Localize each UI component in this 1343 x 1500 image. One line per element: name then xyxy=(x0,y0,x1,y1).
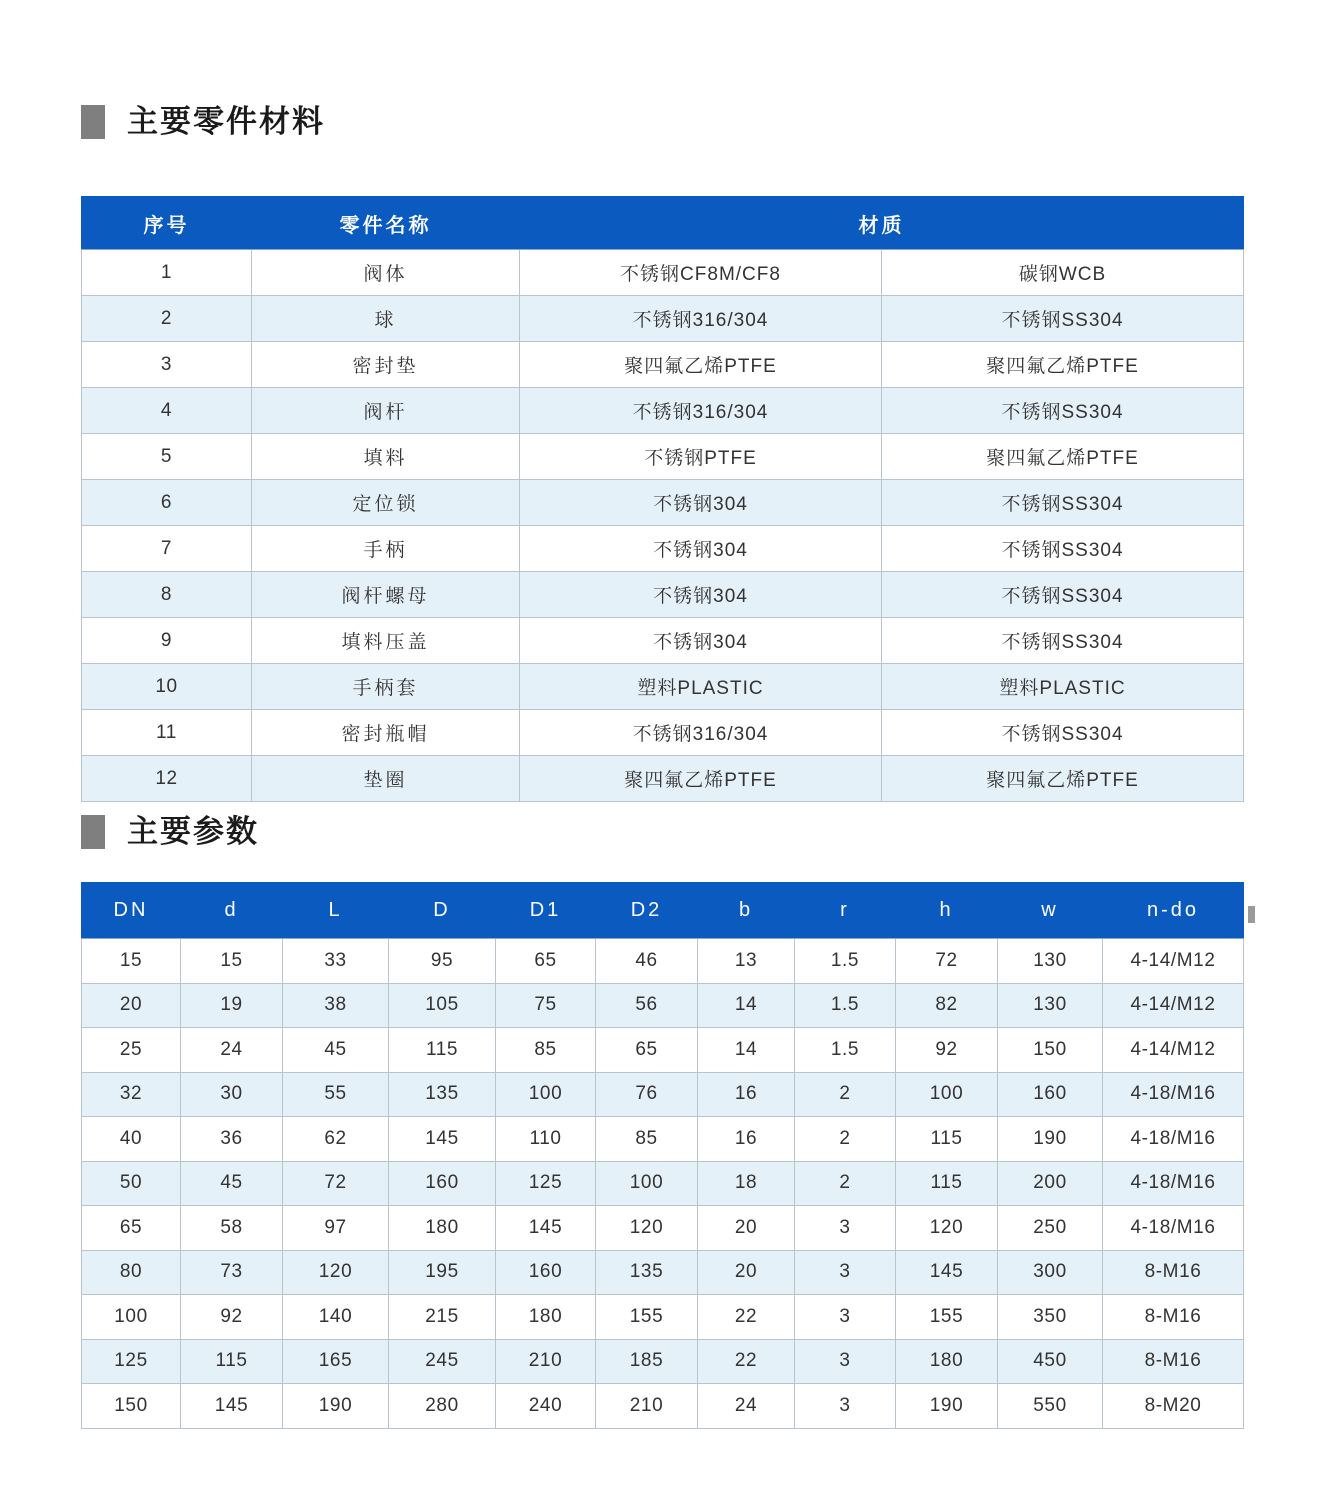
parameters-cell: 16 xyxy=(698,1072,795,1117)
parameters-cell: 62 xyxy=(283,1117,389,1162)
parameters-cell: 145 xyxy=(896,1250,998,1295)
parameters-cell: 2 xyxy=(795,1161,896,1206)
parameters-cell: 3 xyxy=(795,1250,896,1295)
parameters-cell: 120 xyxy=(283,1250,389,1295)
cell-mat: 不锈钢304 xyxy=(520,618,882,664)
parameters-cell: 4-14/M12 xyxy=(1103,1028,1244,1073)
parameters-cell: 185 xyxy=(596,1339,698,1384)
parameters-cell: 120 xyxy=(596,1206,698,1251)
parameters-cell: 32 xyxy=(82,1072,181,1117)
parameters-cell: 115 xyxy=(389,1028,496,1073)
table-row xyxy=(82,756,1244,802)
cell-mat: 聚四氟乙烯PTFE xyxy=(882,342,1244,388)
parameters-cell: 20 xyxy=(698,1250,795,1295)
parameters-cell: 13 xyxy=(698,939,795,984)
parameters-cell: 46 xyxy=(596,939,698,984)
parameters-cell: 1.5 xyxy=(795,1028,896,1073)
table-row xyxy=(82,526,1244,572)
table-row xyxy=(82,388,1244,434)
parameters-header-cell: w xyxy=(998,883,1103,939)
parameters-cell: 140 xyxy=(283,1295,389,1340)
heading-marker-icon xyxy=(81,105,105,139)
cell-no: 1 xyxy=(82,250,252,296)
cell-no: 2 xyxy=(82,296,252,342)
parameters-cell: 45 xyxy=(283,1028,389,1073)
cell-mat: 聚四氟乙烯PTFE xyxy=(882,434,1244,480)
parameters-cell: 8-M20 xyxy=(1103,1384,1244,1429)
parameters-cell: 4-14/M12 xyxy=(1103,939,1244,984)
parameters-cell: 20 xyxy=(82,983,181,1028)
table-row xyxy=(82,1117,1244,1162)
parameters-cell: 4-14/M12 xyxy=(1103,983,1244,1028)
parameters-cell: 130 xyxy=(998,939,1103,984)
parameters-header-cell: L xyxy=(283,883,389,939)
table-row xyxy=(82,939,1244,984)
table-row xyxy=(82,1206,1244,1251)
parameters-cell: 2 xyxy=(795,1117,896,1162)
parameters-cell: 1.5 xyxy=(795,983,896,1028)
parameters-cell: 105 xyxy=(389,983,496,1028)
parameters-cell: 72 xyxy=(283,1161,389,1206)
parameters-cell: 3 xyxy=(795,1295,896,1340)
table-row xyxy=(82,1384,1244,1429)
parameters-cell: 145 xyxy=(389,1117,496,1162)
cell-mat: 不锈钢304 xyxy=(520,572,882,618)
cell-name: 垫圈 xyxy=(252,756,520,802)
cell-mat: 不锈钢316/304 xyxy=(520,710,882,756)
parameters-cell: 65 xyxy=(596,1028,698,1073)
cell-mat: 不锈钢PTFE xyxy=(520,434,882,480)
cell-mat: 不锈钢304 xyxy=(520,526,882,572)
parameters-header-row xyxy=(82,883,1244,939)
parameters-cell: 85 xyxy=(496,1028,596,1073)
cell-name: 密封瓶帽 xyxy=(252,710,520,756)
parameters-cell: 45 xyxy=(181,1161,283,1206)
cell-mat: 不锈钢316/304 xyxy=(520,296,882,342)
cell-name: 阀杆螺母 xyxy=(252,572,520,618)
table-row xyxy=(82,296,1244,342)
parameters-header-cell: r xyxy=(795,883,896,939)
table-row xyxy=(82,983,1244,1028)
materials-section-title: 主要零件材料 xyxy=(127,103,325,140)
parameters-section-title: 主要参数 xyxy=(127,813,259,850)
parameters-cell: 95 xyxy=(389,939,496,984)
parameters-cell: 280 xyxy=(389,1384,496,1429)
materials-section-heading xyxy=(0,105,325,139)
parameters-cell: 195 xyxy=(389,1250,496,1295)
parameters-cell: 180 xyxy=(896,1339,998,1384)
parameters-cell: 85 xyxy=(596,1117,698,1162)
table-row xyxy=(82,572,1244,618)
cell-mat: 塑料PLASTIC xyxy=(882,664,1244,710)
parameters-cell: 30 xyxy=(181,1072,283,1117)
parameters-cell: 72 xyxy=(896,939,998,984)
parameters-cell: 160 xyxy=(496,1250,596,1295)
parameters-cell: 100 xyxy=(896,1072,998,1117)
cell-no: 4 xyxy=(82,388,252,434)
parameters-cell: 350 xyxy=(998,1295,1103,1340)
materials-table-body xyxy=(82,250,1244,802)
cell-name: 阀杆 xyxy=(252,388,520,434)
parameters-table xyxy=(81,882,1244,1429)
cell-name: 手柄套 xyxy=(252,664,520,710)
parameters-cell: 4-18/M16 xyxy=(1103,1206,1244,1251)
parameters-header-cell: D2 xyxy=(596,883,698,939)
parameters-cell: 33 xyxy=(283,939,389,984)
parameters-cell: 250 xyxy=(998,1206,1103,1251)
parameters-cell: 8-M16 xyxy=(1103,1295,1244,1340)
parameters-header-cell: n-do xyxy=(1103,883,1244,939)
parameters-cell: 24 xyxy=(181,1028,283,1073)
parameters-cell: 1.5 xyxy=(795,939,896,984)
cell-no: 11 xyxy=(82,710,252,756)
page-edge-mark xyxy=(1248,906,1255,923)
parameters-cell: 115 xyxy=(896,1161,998,1206)
parameters-cell: 4-18/M16 xyxy=(1103,1117,1244,1162)
cell-mat: 塑料PLASTIC xyxy=(520,664,882,710)
parameters-cell: 16 xyxy=(698,1117,795,1162)
table-row xyxy=(82,250,1244,296)
header-material: 材质 xyxy=(520,197,1244,250)
parameters-cell: 125 xyxy=(82,1339,181,1384)
parameters-cell: 150 xyxy=(82,1384,181,1429)
cell-name: 定位锁 xyxy=(252,480,520,526)
parameters-cell: 160 xyxy=(998,1072,1103,1117)
table-row xyxy=(82,1295,1244,1340)
parameters-cell: 56 xyxy=(596,983,698,1028)
table-row xyxy=(82,480,1244,526)
parameters-cell: 135 xyxy=(596,1250,698,1295)
cell-name: 手柄 xyxy=(252,526,520,572)
parameters-cell: 145 xyxy=(181,1384,283,1429)
parameters-header-cell: D1 xyxy=(496,883,596,939)
parameters-cell: 135 xyxy=(389,1072,496,1117)
parameters-cell: 19 xyxy=(181,983,283,1028)
parameters-cell: 82 xyxy=(896,983,998,1028)
parameters-cell: 115 xyxy=(181,1339,283,1384)
parameters-cell: 38 xyxy=(283,983,389,1028)
parameters-cell: 165 xyxy=(283,1339,389,1384)
cell-no: 9 xyxy=(82,618,252,664)
parameters-cell: 450 xyxy=(998,1339,1103,1384)
parameters-cell: 15 xyxy=(181,939,283,984)
parameters-cell: 36 xyxy=(181,1117,283,1162)
parameters-cell: 215 xyxy=(389,1295,496,1340)
parameters-cell: 110 xyxy=(496,1117,596,1162)
parameters-cell: 22 xyxy=(698,1295,795,1340)
parameters-header-cell: DN xyxy=(82,883,181,939)
table-row xyxy=(82,1161,1244,1206)
parameters-header-cell: b xyxy=(698,883,795,939)
cell-no: 6 xyxy=(82,480,252,526)
cell-mat: 不锈钢SS304 xyxy=(882,710,1244,756)
parameters-cell: 58 xyxy=(181,1206,283,1251)
header-no: 序号 xyxy=(82,197,252,250)
cell-mat: 不锈钢316/304 xyxy=(520,388,882,434)
parameters-cell: 14 xyxy=(698,1028,795,1073)
parameters-cell: 120 xyxy=(896,1206,998,1251)
parameters-cell: 4-18/M16 xyxy=(1103,1072,1244,1117)
cell-name: 阀体 xyxy=(252,250,520,296)
cell-no: 12 xyxy=(82,756,252,802)
parameters-cell: 210 xyxy=(596,1384,698,1429)
parameters-cell: 145 xyxy=(496,1206,596,1251)
parameters-cell: 100 xyxy=(82,1295,181,1340)
cell-no: 5 xyxy=(82,434,252,480)
parameters-cell: 190 xyxy=(283,1384,389,1429)
table-row xyxy=(82,710,1244,756)
parameters-cell: 73 xyxy=(181,1250,283,1295)
parameters-cell: 24 xyxy=(698,1384,795,1429)
cell-mat: 不锈钢SS304 xyxy=(882,388,1244,434)
parameters-cell: 97 xyxy=(283,1206,389,1251)
parameters-cell: 125 xyxy=(496,1161,596,1206)
parameters-cell: 25 xyxy=(82,1028,181,1073)
parameters-cell: 160 xyxy=(389,1161,496,1206)
cell-mat: 不锈钢SS304 xyxy=(882,296,1244,342)
parameters-cell: 4-18/M16 xyxy=(1103,1161,1244,1206)
cell-mat: 不锈钢304 xyxy=(520,480,882,526)
cell-mat: 聚四氟乙烯PTFE xyxy=(520,342,882,388)
parameters-header-cell: d xyxy=(181,883,283,939)
heading-marker-icon xyxy=(81,815,105,849)
cell-name: 球 xyxy=(252,296,520,342)
parameters-cell: 3 xyxy=(795,1206,896,1251)
parameters-cell: 92 xyxy=(181,1295,283,1340)
table-row xyxy=(82,434,1244,480)
cell-no: 10 xyxy=(82,664,252,710)
parameters-section-heading xyxy=(0,815,259,849)
parameters-cell: 550 xyxy=(998,1384,1103,1429)
table-row xyxy=(82,1250,1244,1295)
cell-name: 填料 xyxy=(252,434,520,480)
table-row xyxy=(82,618,1244,664)
parameters-cell: 20 xyxy=(698,1206,795,1251)
cell-mat: 碳钢WCB xyxy=(882,250,1244,296)
parameters-cell: 50 xyxy=(82,1161,181,1206)
table-row xyxy=(82,1339,1244,1384)
parameters-cell: 200 xyxy=(998,1161,1103,1206)
parameters-header-cell: h xyxy=(896,883,998,939)
parameters-cell: 14 xyxy=(698,983,795,1028)
parameters-cell: 22 xyxy=(698,1339,795,1384)
cell-no: 3 xyxy=(82,342,252,388)
parameters-cell: 92 xyxy=(896,1028,998,1073)
parameters-cell: 55 xyxy=(283,1072,389,1117)
cell-no: 7 xyxy=(82,526,252,572)
parameters-cell: 75 xyxy=(496,983,596,1028)
parameters-cell: 100 xyxy=(596,1161,698,1206)
materials-header-row xyxy=(82,197,1244,250)
materials-table xyxy=(81,196,1244,802)
parameters-header-cell: D xyxy=(389,883,496,939)
header-part-name: 零件名称 xyxy=(252,197,520,250)
table-row xyxy=(82,664,1244,710)
cell-mat: 不锈钢SS304 xyxy=(882,618,1244,664)
cell-mat: 聚四氟乙烯PTFE xyxy=(520,756,882,802)
parameters-cell: 155 xyxy=(896,1295,998,1340)
table-row xyxy=(82,1072,1244,1117)
cell-mat: 不锈钢SS304 xyxy=(882,572,1244,618)
parameters-table-wrapper xyxy=(0,882,1244,1429)
parameters-cell: 65 xyxy=(496,939,596,984)
parameters-cell: 300 xyxy=(998,1250,1103,1295)
parameters-cell: 130 xyxy=(998,983,1103,1028)
parameters-cell: 100 xyxy=(496,1072,596,1117)
materials-table-head xyxy=(82,197,1244,250)
parameters-cell: 115 xyxy=(896,1117,998,1162)
cell-name: 密封垫 xyxy=(252,342,520,388)
parameters-cell: 150 xyxy=(998,1028,1103,1073)
parameters-cell: 240 xyxy=(496,1384,596,1429)
parameters-cell: 180 xyxy=(496,1295,596,1340)
table-row xyxy=(82,342,1244,388)
parameters-cell: 245 xyxy=(389,1339,496,1384)
parameters-cell: 2 xyxy=(795,1072,896,1117)
parameters-cell: 76 xyxy=(596,1072,698,1117)
parameters-cell: 3 xyxy=(795,1339,896,1384)
table-row xyxy=(82,1028,1244,1073)
cell-mat: 聚四氟乙烯PTFE xyxy=(882,756,1244,802)
materials-table-wrapper xyxy=(0,196,1244,802)
cell-mat: 不锈钢SS304 xyxy=(882,480,1244,526)
parameters-cell: 8-M16 xyxy=(1103,1339,1244,1384)
parameters-cell: 155 xyxy=(596,1295,698,1340)
cell-mat: 不锈钢CF8M/CF8 xyxy=(520,250,882,296)
parameters-cell: 190 xyxy=(896,1384,998,1429)
parameters-table-head xyxy=(82,883,1244,939)
parameters-cell: 15 xyxy=(82,939,181,984)
cell-mat: 不锈钢SS304 xyxy=(882,526,1244,572)
parameters-cell: 3 xyxy=(795,1384,896,1429)
cell-no: 8 xyxy=(82,572,252,618)
parameters-cell: 18 xyxy=(698,1161,795,1206)
parameters-cell: 65 xyxy=(82,1206,181,1251)
parameters-cell: 190 xyxy=(998,1117,1103,1162)
parameters-cell: 40 xyxy=(82,1117,181,1162)
parameters-cell: 210 xyxy=(496,1339,596,1384)
parameters-table-body xyxy=(82,939,1244,1429)
parameters-cell: 80 xyxy=(82,1250,181,1295)
parameters-cell: 8-M16 xyxy=(1103,1250,1244,1295)
cell-name: 填料压盖 xyxy=(252,618,520,664)
parameters-cell: 180 xyxy=(389,1206,496,1251)
